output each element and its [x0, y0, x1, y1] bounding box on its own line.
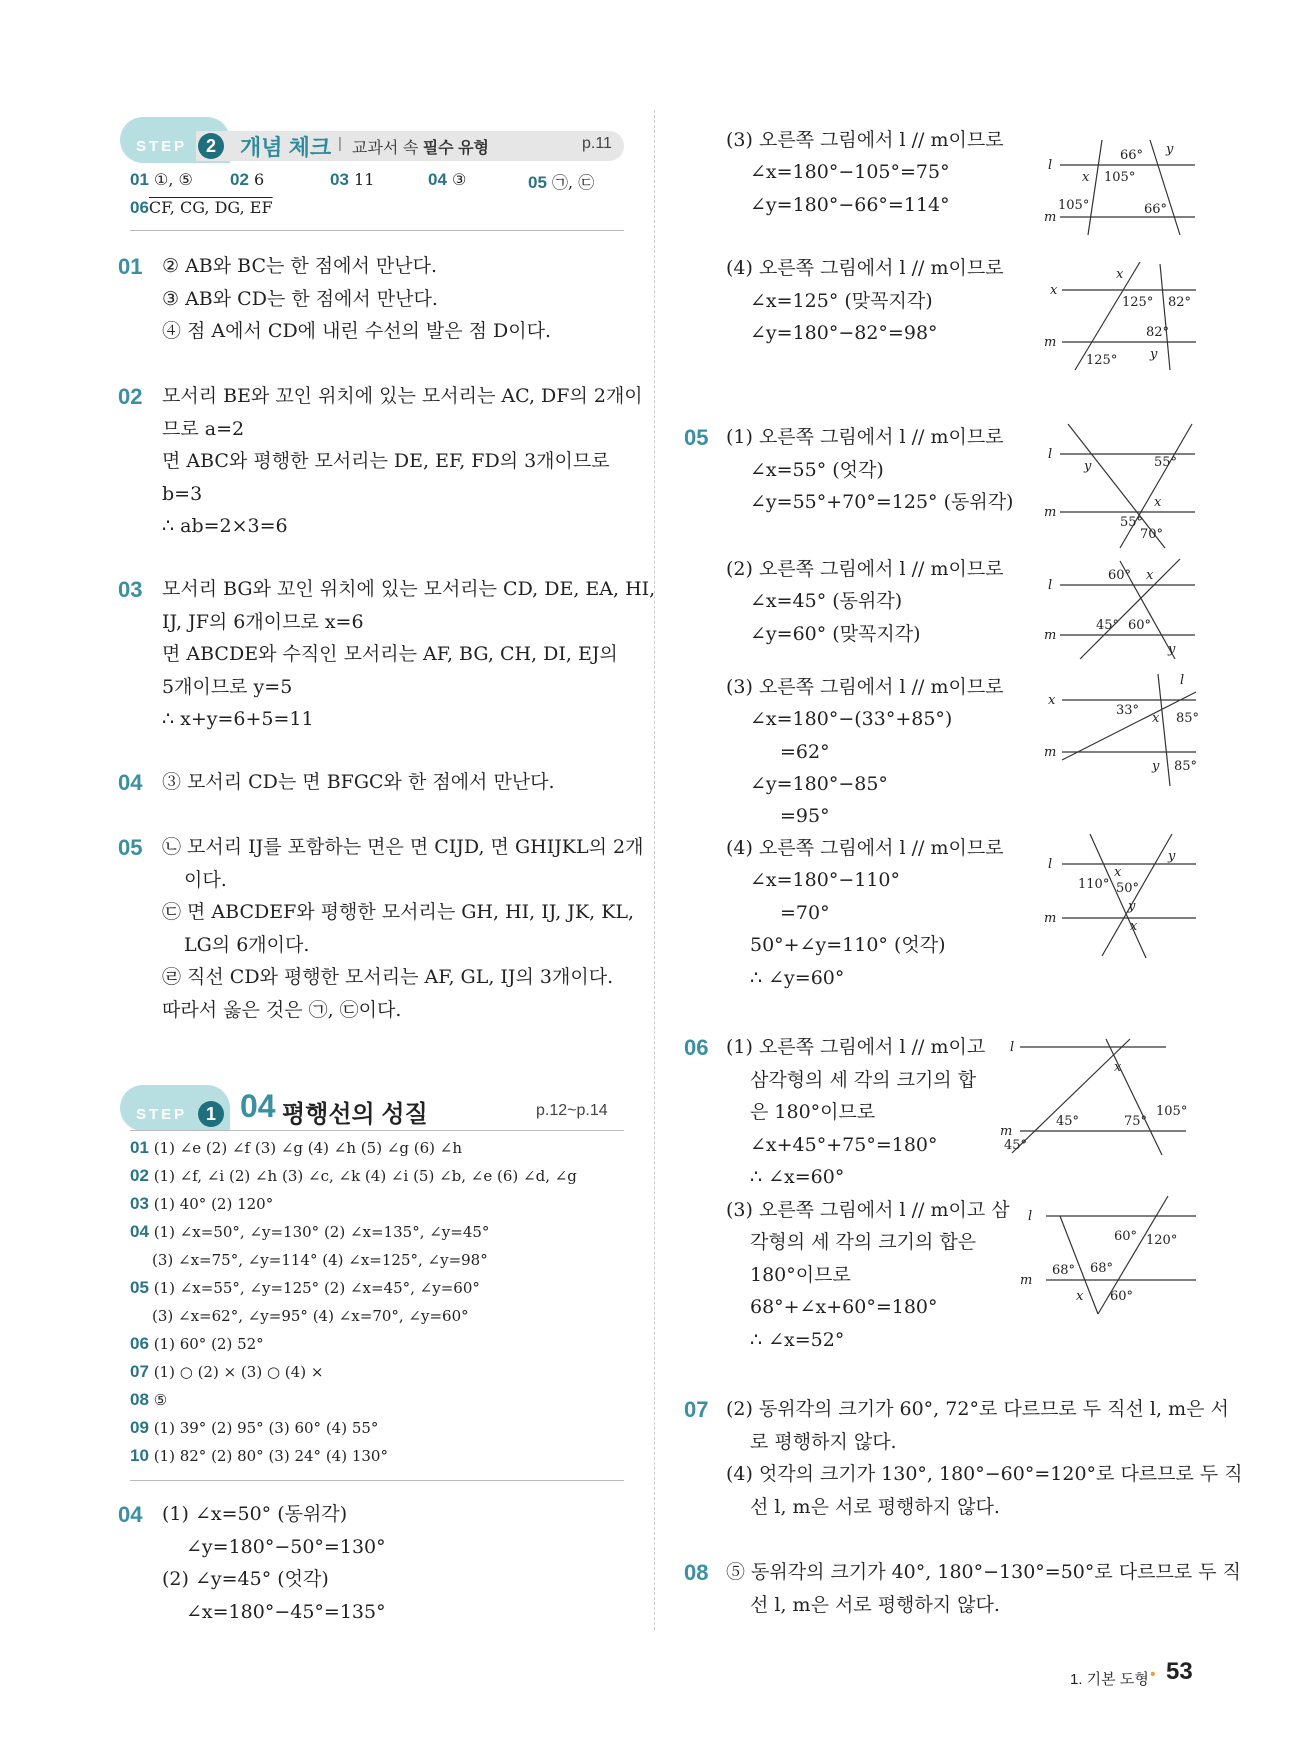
fig-label: 55°: [1154, 455, 1178, 470]
answer-item: 04 (1) ∠x=50°, ∠y=130° (2) ∠x=135°, ∠y=45°: [130, 1222, 490, 1241]
solution-line: ∠x+45°+75°=180°: [750, 1134, 938, 1156]
fig-label: 85°: [1176, 711, 1200, 726]
solution-line: ∴ x+y=6+5=11: [162, 708, 314, 730]
fig-label: y: [1152, 759, 1160, 774]
step2-subtitle-pre: 교과서 속: [352, 140, 423, 157]
footer-dot: •: [1150, 1666, 1156, 1683]
solution-line: (1) ∠x=50° (동위각): [162, 1503, 348, 1525]
fig-label: m: [1044, 911, 1057, 926]
triangle-parallel-figure: [1016, 1190, 1206, 1320]
fig-label: 68°: [1052, 1263, 1076, 1278]
solution-line: (2) 오른쪽 그림에서 l // m이므로: [726, 558, 1004, 580]
answer-item: 05 (1) ∠x=55°, ∠y=125° (2) ∠x=45°, ∠y=60°: [130, 1278, 480, 1297]
solution-line: 180°이므로: [750, 1264, 851, 1286]
solution-line: ④ 점 A에서 CD에 내린 수선의 발은 점 D이다.: [162, 320, 552, 342]
solution-number: 08: [684, 1560, 709, 1585]
parallel-lines-figure: [1040, 555, 1200, 660]
solution-number: 02: [118, 384, 143, 409]
fig-label: 105°: [1156, 1104, 1188, 1119]
answer-item: (3) ∠x=62°, ∠y=95° (4) ∠x=70°, ∠y=60°: [152, 1307, 469, 1325]
answer-item: 03 11: [330, 170, 375, 189]
solution-line: (1) 오른쪽 그림에서 l // m이므로: [726, 426, 1004, 448]
answer-item: 06 (1) 60° (2) 52°: [130, 1334, 264, 1353]
fig-label: 82°: [1168, 295, 1192, 310]
lesson-number: 04: [240, 1088, 276, 1124]
solution-number: 05: [684, 425, 709, 450]
fig-label: 68°: [1090, 1261, 1114, 1276]
solution-line: ∴ ab=2×3=6: [162, 515, 288, 537]
solution-line: 이다.: [184, 869, 227, 891]
fig-label: x: [1076, 1289, 1084, 1304]
triangle-parallel-figure: [996, 1035, 1196, 1165]
solution-number: 05: [118, 835, 143, 860]
solution-line: (4) 엇각의 크기가 130°, 180°−60°=120°로 다르므로 두 직: [726, 1463, 1243, 1485]
solution-line: ∠x=180°−45°=135°: [186, 1601, 386, 1623]
solution-line: ∠x=55° (엇각): [750, 459, 884, 481]
solution-number: 07: [684, 1397, 709, 1422]
fig-label: l: [1028, 1209, 1033, 1224]
solution-line: 삼각형의 세 각의 크기의 합: [750, 1069, 977, 1091]
step2-subtitle: [352, 135, 489, 158]
answer-item: 10 (1) 82° (2) 80° (3) 24° (4) 130°: [130, 1446, 388, 1465]
step1-number: 1: [198, 1101, 224, 1127]
fig-label: x: [1152, 711, 1160, 726]
solution-line: ∴ ∠x=52°: [750, 1329, 845, 1351]
step1-rule-bottom: [130, 1480, 624, 1481]
solution-line: IJ, JF의 6개이므로 x=6: [162, 611, 364, 633]
fig-label: m: [1044, 335, 1057, 350]
page-number: 53: [1166, 1658, 1193, 1685]
solution-line: (3) 오른쪽 그림에서 l // m이므로: [726, 676, 1004, 698]
solution-line: 각형의 세 각의 크기의 합은: [750, 1231, 977, 1253]
fig-label: 33°: [1116, 703, 1140, 718]
parallel-lines-figure: [1040, 670, 1200, 790]
solution-line: ③ 모서리 CD는 면 BFGC와 한 점에서 만난다.: [162, 771, 555, 793]
fig-label: 55°: [1120, 515, 1144, 530]
parallel-lines-figure: [1040, 830, 1200, 960]
solution-line: =70°: [780, 902, 830, 924]
solution-number: 04: [118, 1502, 143, 1527]
step1-rule-top: [130, 1130, 624, 1131]
fig-label: m: [1044, 210, 1057, 225]
solution-line: 은 180°이므로: [750, 1101, 876, 1123]
solution-line: =62°: [780, 741, 830, 763]
solution-line: ㉡ 모서리 IJ를 포함하는 면은 면 CIJD, 면 GHIJKL의 2개: [162, 836, 644, 858]
fig-label: y: [1168, 849, 1176, 864]
solution-line: (4) 오른쪽 그림에서 l // m이므로: [726, 257, 1004, 279]
solution-line: b=3: [162, 483, 203, 505]
solution-line: (3) 오른쪽 그림에서 l // m이고 삼: [726, 1199, 1010, 1221]
fig-label: x: [1146, 568, 1154, 583]
fig-label: m: [1020, 1273, 1033, 1288]
fig-label: 85°: [1174, 759, 1198, 774]
solution-line: (2) ∠y=45° (엇각): [162, 1568, 329, 1590]
fig-label: 60°: [1108, 568, 1132, 583]
solution-number: 01: [118, 254, 143, 279]
solution-line: ∠y=55°+70°=125° (동위각): [750, 491, 1014, 513]
solution-number: 03: [118, 577, 143, 602]
solution-line: ∠y=60° (맞꼭지각): [750, 623, 921, 645]
answer-item: 04 ③: [428, 170, 467, 189]
solution-line: ∠y=180°−85°: [750, 773, 888, 795]
fig-label: l: [1010, 1040, 1015, 1055]
fig-label: 50°: [1116, 881, 1140, 896]
solution-line: ③ AB와 CD는 한 점에서 만난다.: [162, 288, 438, 310]
solution-line: ㉢ 면 ABCDEF와 평행한 모서리는 GH, HI, IJ, JK, KL,: [162, 901, 635, 923]
solution-line: 면 ABC와 평행한 모서리는 DE, EF, FD의 3개이므로: [162, 450, 610, 472]
solution-line: ∴ ∠y=60°: [750, 967, 845, 989]
solution-line: ∠x=45° (동위각): [750, 590, 903, 612]
fig-label: 125°: [1122, 295, 1154, 310]
answer-item: 01 (1) ∠e (2) ∠f (3) ∠g (4) ∠h (5) ∠g (6) ∠h: [130, 1138, 463, 1157]
fig-label: l: [1180, 673, 1185, 688]
solution-line: ∠x=125° (맞꼭지각): [750, 290, 933, 312]
solution-line: (3) 오른쪽 그림에서 l // m이므로: [726, 129, 1004, 151]
answer-item: 07 (1) ○ (2) × (3) ○ (4) ×: [130, 1362, 324, 1381]
solution-line: ∠x=180°−110°: [750, 869, 901, 891]
solution-line: LG의 6개이다.: [184, 934, 310, 956]
solution-line: 선 l, m은 서로 평행하지 않다.: [750, 1594, 1000, 1616]
step2-page: p.11: [582, 135, 612, 152]
fig-label: l: [1048, 447, 1053, 462]
step2-rule: [130, 230, 624, 231]
fig-label: l: [1048, 578, 1053, 593]
fig-label: 60°: [1110, 1289, 1134, 1304]
solution-line: 모서리 BG와 꼬인 위치에 있는 모서리는 CD, DE, EA, HI,: [162, 578, 656, 600]
fig-label: y: [1084, 459, 1092, 474]
fig-label: y: [1150, 347, 1158, 362]
fig-label: 66°: [1120, 148, 1144, 163]
fig-label: x: [1050, 283, 1058, 298]
fig-label: m: [1044, 505, 1057, 520]
fig-label: 60°: [1114, 1229, 1138, 1244]
parallel-lines-figure: [1040, 260, 1200, 375]
answer-item: (3) ∠x=75°, ∠y=114° (4) ∠x=125°, ∠y=98°: [152, 1251, 488, 1269]
fig-label: 66°: [1144, 202, 1168, 217]
fig-label: x: [1114, 1060, 1122, 1075]
solution-line: ∴ ∠x=60°: [750, 1166, 845, 1188]
solution-line: ∠y=180°−66°=114°: [750, 194, 950, 216]
solution-line: (2) 동위각의 크기가 60°, 72°로 다르므로 두 직선 l, m은 서: [726, 1398, 1229, 1420]
fig-label: x: [1130, 919, 1138, 934]
step2-label: STEP: [136, 138, 188, 155]
solution-line: ⑤ 동위각의 크기가 40°, 180°−130°=50°로 다르므로 두 직: [726, 1561, 1241, 1583]
step1-label: STEP: [136, 1106, 188, 1123]
fig-label: m: [1044, 745, 1057, 760]
fig-label: x: [1154, 495, 1162, 510]
solution-line: (1) 오른쪽 그림에서 l // m이고: [726, 1036, 986, 1058]
fig-label: 105°: [1058, 198, 1090, 213]
fig-label: 45°: [1056, 1114, 1080, 1129]
parallel-lines-figure: [1040, 135, 1200, 255]
step1-page: p.12~p.14: [536, 1102, 608, 1119]
fig-label: x: [1082, 170, 1090, 185]
answer-item: 09 (1) 39° (2) 95° (3) 60° (4) 55°: [130, 1418, 379, 1437]
answer-item: 05 ㉠, ㉢: [528, 173, 595, 192]
fig-label: l: [1048, 857, 1053, 872]
step2-sep: |: [338, 135, 342, 152]
answer-item: 02 6: [230, 170, 265, 189]
step2-subtitle-bold: 필수 유형: [422, 140, 489, 157]
solution-number: 06: [684, 1035, 709, 1060]
parallel-lines-figure: [1040, 420, 1200, 550]
solution-line: 따라서 옳은 것은 ㉠, ㉢이다.: [162, 999, 402, 1021]
fig-label: 45°: [1096, 618, 1120, 633]
fig-label: m: [1044, 628, 1057, 643]
step2-number: 2: [198, 133, 224, 159]
fig-label: m: [1000, 1124, 1013, 1139]
solution-line: 므로 a=2: [162, 418, 245, 440]
solution-line: 5개이므로 y=5: [162, 676, 293, 698]
solution-line: ∠x=180°−(33°+85°): [750, 708, 953, 730]
fig-label: y: [1128, 899, 1136, 914]
step2-title: 개념 체크: [240, 135, 332, 160]
solution-line: =95°: [780, 805, 830, 827]
fig-label: 125°: [1086, 353, 1118, 368]
fig-label: 45°: [1004, 1138, 1028, 1153]
fig-label: x: [1048, 693, 1056, 708]
divider-line: [654, 110, 655, 1630]
solution-line: ∠y=180°−82°=98°: [750, 322, 938, 344]
solution-line: ∠y=180°−50°=130°: [186, 1536, 386, 1558]
lesson-title: 평행선의 성질: [282, 1101, 428, 1128]
fig-label: y: [1168, 642, 1176, 657]
answer-item: 02 (1) ∠f, ∠i (2) ∠h (3) ∠c, ∠k (4) ∠i (5) ∠b, ∠e (6) ∠d, ∠g: [130, 1166, 577, 1185]
fig-label: x: [1116, 267, 1124, 282]
fig-label: 60°: [1128, 618, 1152, 633]
fig-label: 120°: [1146, 1233, 1178, 1248]
solution-line: 68°+∠x+60°=180°: [750, 1296, 938, 1318]
chapter-name: 1. 기본 도형: [1070, 1671, 1149, 1688]
fig-label: l: [1048, 158, 1053, 173]
solution-number: 04: [118, 770, 143, 795]
fig-label: 110°: [1078, 877, 1110, 892]
solution-line: 50°+∠y=110° (엇각): [750, 934, 946, 956]
fig-label: 75°: [1124, 1114, 1148, 1129]
solution-line: ∠x=180°−105°=75°: [750, 161, 950, 183]
fig-label: 105°: [1104, 170, 1136, 185]
solution-line: 로 평행하지 않다.: [750, 1431, 897, 1453]
answer-item: 08 ⑤: [130, 1390, 168, 1409]
solution-line: ㉣ 직선 CD와 평행한 모서리는 AF, GL, IJ의 3개이다.: [162, 966, 614, 988]
fig-label: y: [1166, 142, 1174, 157]
answer-item: 03 (1) 40° (2) 120°: [130, 1194, 274, 1213]
fig-label: x: [1114, 865, 1122, 880]
solution-line: (4) 오른쪽 그림에서 l // m이므로: [726, 837, 1004, 859]
solution-line: 선 l, m은 서로 평행하지 않다.: [750, 1496, 1000, 1518]
solution-line: ② AB와 BC는 한 점에서 만난다.: [162, 255, 437, 277]
answer-item: 01 ①, ⑤: [130, 170, 193, 189]
solution-line: 면 ABCDE와 수직인 모서리는 AF, BG, CH, DI, EJ의: [162, 643, 618, 665]
fig-label: 82°: [1146, 325, 1170, 340]
fig-label: 70°: [1140, 527, 1164, 542]
solution-line: 모서리 BE와 꼬인 위치에 있는 모서리는 AC, DF의 2개이: [162, 385, 643, 407]
answer-item: 06CF, CG, DG, EF: [130, 198, 273, 217]
